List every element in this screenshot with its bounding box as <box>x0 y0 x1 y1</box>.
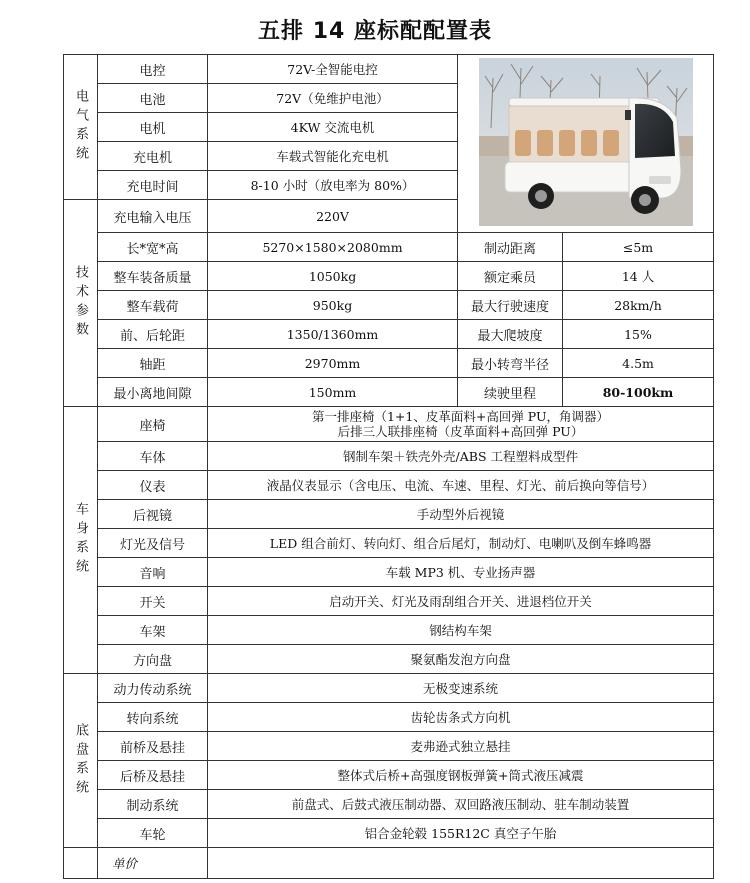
row-label-2: 制动距离 <box>458 233 563 262</box>
row-label: 前桥及悬挂 <box>98 732 208 761</box>
row-label: 座椅 <box>98 407 208 442</box>
row-label: 后桥及悬挂 <box>98 761 208 790</box>
table-row <box>64 616 714 645</box>
row-label: 整车载荷 <box>98 291 208 320</box>
price-label: 单价 <box>98 848 208 879</box>
table-row <box>64 529 714 558</box>
row-value-2: 80-100km <box>563 378 714 407</box>
table-row <box>64 761 714 790</box>
table-row <box>64 291 714 320</box>
row-label: 灯光及信号 <box>98 529 208 558</box>
spec-table <box>63 54 714 879</box>
row-value: 启动开关、灯光及雨刮组合开关、进退档位开关 <box>208 587 714 616</box>
row-value: 铝合金轮毂 155R12C 真空子午胎 <box>208 819 714 848</box>
table-row <box>64 320 714 349</box>
row-label: 长*宽*高 <box>98 233 208 262</box>
row-label: 充电时间 <box>98 171 208 200</box>
seat-line-1: 第一排座椅（1+1、皮革面料+高回弹 PU，角调器） <box>311 409 610 424</box>
row-label: 充电输入电压 <box>98 200 208 233</box>
row-value: 钢结构车架 <box>208 616 714 645</box>
table-row <box>64 378 714 407</box>
row-value: 车载式智能化充电机 <box>208 142 458 171</box>
row-label: 电机 <box>98 113 208 142</box>
row-label-2: 最小转弯半径 <box>458 349 563 378</box>
table-row <box>64 349 714 378</box>
section-electrical: 电气系统 <box>64 55 98 200</box>
row-value-2: ≤5m <box>563 233 714 262</box>
row-value: 2970mm <box>208 349 458 378</box>
vehicle-photo <box>458 55 714 233</box>
row-label: 车体 <box>98 442 208 471</box>
table-row <box>64 732 714 761</box>
row-label: 转向系统 <box>98 703 208 732</box>
row-value: 液晶仪表显示（含电压、电流、车速、里程、灯光、前后换向等信号） <box>208 471 714 500</box>
table-row <box>64 645 714 674</box>
row-value: 聚氨酯发泡方向盘 <box>208 645 714 674</box>
table-row <box>64 55 714 84</box>
table-row <box>64 442 714 471</box>
row-value: LED 组合前灯、转向灯、组合后尾灯，制动灯、电喇叭及倒车蜂鸣器 <box>208 529 714 558</box>
row-value: 5270×1580×2080mm <box>208 233 458 262</box>
row-label-2: 最大行驶速度 <box>458 291 563 320</box>
row-label: 充电机 <box>98 142 208 171</box>
row-label: 仪表 <box>98 471 208 500</box>
row-label: 电池 <box>98 84 208 113</box>
row-label: 开关 <box>98 587 208 616</box>
row-value-2: 14 人 <box>563 262 714 291</box>
row-value: 220V <box>208 200 458 233</box>
row-label-2: 最大爬坡度 <box>458 320 563 349</box>
row-label: 音响 <box>98 558 208 587</box>
row-label-2: 额定乘员 <box>458 262 563 291</box>
table-row <box>64 819 714 848</box>
row-value: 72V（免维护电池） <box>208 84 458 113</box>
row-value: 齿轮齿条式方向机 <box>208 703 714 732</box>
section-technical: 技术参数 <box>64 200 98 407</box>
row-value: 150mm <box>208 378 458 407</box>
table-row <box>64 587 714 616</box>
row-label: 制动系统 <box>98 790 208 819</box>
row-value: 手动型外后视镜 <box>208 500 714 529</box>
row-value-2: 4.5m <box>563 349 714 378</box>
page-title: 五排 14 座标配配置表 <box>258 19 492 44</box>
section-chassis: 底盘系统 <box>64 674 98 848</box>
row-value: 无极变速系统 <box>208 674 714 703</box>
row-value: 钢制车架＋铁壳外壳/ABS 工程塑料成型件 <box>208 442 714 471</box>
row-value: 1350/1360mm <box>208 320 458 349</box>
table-row <box>64 471 714 500</box>
sightseeing-car-image <box>479 58 693 226</box>
table-row <box>64 558 714 587</box>
row-label: 整车装备质量 <box>98 262 208 291</box>
row-value: 4KW 交流电机 <box>208 113 458 142</box>
price-value <box>208 848 714 879</box>
row-label: 最小离地间隙 <box>98 378 208 407</box>
table-row <box>64 674 714 703</box>
row-label: 轴距 <box>98 349 208 378</box>
row-value: 950kg <box>208 291 458 320</box>
row-label: 车架 <box>98 616 208 645</box>
table-row <box>64 790 714 819</box>
row-value-2: 28km/h <box>563 291 714 320</box>
row-label: 方向盘 <box>98 645 208 674</box>
row-value: 整体式后桥+高强度钢板弹簧+筒式液压减震 <box>208 761 714 790</box>
price-section-cell <box>64 848 98 879</box>
row-value: 72V-全智能电控 <box>208 55 458 84</box>
table-row <box>64 407 714 442</box>
table-row <box>64 233 714 262</box>
table-row <box>64 703 714 732</box>
row-label: 后视镜 <box>98 500 208 529</box>
table-row <box>64 500 714 529</box>
table-row <box>64 848 714 879</box>
row-label: 车轮 <box>98 819 208 848</box>
row-value: 车载 MP3 机、专业扬声器 <box>208 558 714 587</box>
section-body: 车身系统 <box>64 407 98 674</box>
row-value: 麦弗逊式独立悬挂 <box>208 732 714 761</box>
seat-line-2: 后排三人联排座椅（皮革面料+高回弹 PU） <box>337 424 584 439</box>
table-row <box>64 262 714 291</box>
row-label-2: 续驶里程 <box>458 378 563 407</box>
row-value: 前盘式、后鼓式液压制动器、双回路液压制动、驻车制动装置 <box>208 790 714 819</box>
row-value: 8-10 小时（放电率为 80%） <box>208 171 458 200</box>
row-value: 1050kg <box>208 262 458 291</box>
row-label: 电控 <box>98 55 208 84</box>
row-value-2: 15% <box>563 320 714 349</box>
row-label: 前、后轮距 <box>98 320 208 349</box>
row-value <box>208 407 714 442</box>
row-label: 动力传动系统 <box>98 674 208 703</box>
